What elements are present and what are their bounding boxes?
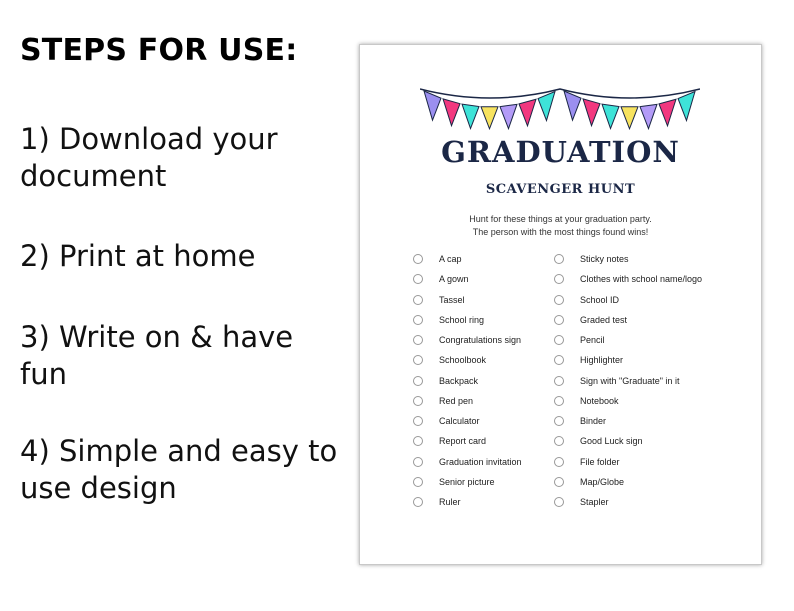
checklist-item xyxy=(554,371,702,391)
checkbox-circle-icon[interactable] xyxy=(554,477,564,487)
checklist-item-label: Sticky notes xyxy=(580,254,629,265)
checklist-item-label: Red pen xyxy=(439,395,474,406)
checklist-item xyxy=(554,249,702,269)
checklist-item xyxy=(554,411,702,431)
instruction-line: Hunt for these things at your graduation party. xyxy=(469,214,652,224)
bunting-flag xyxy=(640,104,657,128)
checklist-item xyxy=(413,350,522,370)
checklist-item-label: Highlighter xyxy=(580,355,624,366)
checklist-item-label: School ring xyxy=(439,314,485,325)
bunting-banner-icon xyxy=(420,83,700,135)
checklist-item-label: Report card xyxy=(439,436,487,447)
bunting-flag xyxy=(678,91,695,120)
checklist-item xyxy=(413,269,522,289)
checkbox-circle-icon[interactable] xyxy=(554,315,564,325)
checkbox-circle-icon[interactable] xyxy=(413,416,423,426)
checklist-item xyxy=(413,492,522,512)
checklist-item-label: File folder xyxy=(580,456,620,467)
checklist-item xyxy=(413,431,522,451)
checklist-item xyxy=(413,330,522,350)
checkbox-circle-icon[interactable] xyxy=(554,396,564,406)
checklist-item-label: Backpack xyxy=(439,375,479,386)
bunting-flag xyxy=(481,107,498,129)
checkbox-circle-icon[interactable] xyxy=(413,457,423,467)
checklist-item xyxy=(554,290,702,310)
checklist-item-label: Schoolbook xyxy=(439,355,487,366)
checkbox-circle-icon[interactable] xyxy=(413,355,423,365)
checklist-item xyxy=(413,411,522,431)
checklist-item xyxy=(413,249,522,269)
step-4: 4) Simple and easy to use design xyxy=(20,434,338,505)
checklist-item xyxy=(413,452,522,472)
bunting-flag xyxy=(519,99,536,126)
checkbox-circle-icon[interactable] xyxy=(413,315,423,325)
checklist-item-label: Good Luck sign xyxy=(580,436,643,447)
checklist-item xyxy=(554,391,702,411)
bunting-flag xyxy=(602,104,619,128)
step-2: 2) Print at home xyxy=(20,239,256,273)
checklist-item xyxy=(413,290,522,310)
bunting-flag xyxy=(443,99,460,126)
bunting-flag xyxy=(462,104,479,128)
checkbox-circle-icon[interactable] xyxy=(413,295,423,305)
checkbox-circle-icon[interactable] xyxy=(413,396,423,406)
checklist-item-label: A gown xyxy=(439,274,469,285)
checkbox-circle-icon[interactable] xyxy=(413,376,423,386)
checklist-item xyxy=(554,492,702,512)
checkbox-circle-icon[interactable] xyxy=(413,335,423,345)
checklist-item-label: Graduation invitation xyxy=(439,456,522,467)
checklist-left xyxy=(413,249,522,512)
checklist-item xyxy=(413,371,522,391)
checklist-item-label: A cap xyxy=(439,254,462,265)
checkbox-circle-icon[interactable] xyxy=(413,254,423,264)
checklist-item-label: Calculator xyxy=(439,416,480,427)
checkbox-circle-icon[interactable] xyxy=(413,497,423,507)
checklist-item xyxy=(413,310,522,330)
checklist-item xyxy=(554,350,702,370)
step-1: 1) Download your document xyxy=(20,122,278,193)
bunting-flag xyxy=(621,107,638,129)
checkbox-circle-icon[interactable] xyxy=(413,477,423,487)
bunting-flag xyxy=(500,104,517,128)
checkbox-circle-icon[interactable] xyxy=(554,457,564,467)
checklist-item xyxy=(554,330,702,350)
checkbox-circle-icon[interactable] xyxy=(554,254,564,264)
instructions xyxy=(360,213,761,239)
steps-title: STEPS FOR USE: xyxy=(20,33,298,68)
checklist-item-label: Sign with "Graduate" in it xyxy=(580,375,680,386)
checklist-item-label: Stapler xyxy=(580,497,609,508)
checklist-item-label: Binder xyxy=(580,416,607,427)
checklist-item-label: Map/Globe xyxy=(580,476,625,487)
checkbox-circle-icon[interactable] xyxy=(554,376,564,386)
checklist-item-label: Pencil xyxy=(580,335,605,346)
instruction-line: The person with the most things found wins! xyxy=(472,227,649,237)
checkbox-circle-icon[interactable] xyxy=(554,497,564,507)
checklist-item xyxy=(554,452,702,472)
checklist-item-label: Tassel xyxy=(439,294,465,305)
scavenger-hunt-sheet xyxy=(359,44,762,565)
bunting-flag xyxy=(659,99,676,126)
checkbox-circle-icon[interactable] xyxy=(554,335,564,345)
checklist-item-label: Graded test xyxy=(580,314,628,325)
checklist-item xyxy=(413,472,522,492)
checklist-item-label: Congratulations sign xyxy=(439,335,522,346)
sheet-title: GRADUATION xyxy=(441,135,680,169)
checklist-item-label: Senior picture xyxy=(439,476,495,487)
checklist-item-label: Clothes with school name/logo xyxy=(580,274,703,285)
checkbox-circle-icon[interactable] xyxy=(554,295,564,305)
bunting-flag xyxy=(564,91,581,120)
step-3: 3) Write on & have fun xyxy=(20,320,294,391)
checklist-item xyxy=(554,472,702,492)
checklist-item-label: Ruler xyxy=(439,497,461,508)
checklist-item-label: School ID xyxy=(580,294,620,305)
checkbox-circle-icon[interactable] xyxy=(554,274,564,284)
checklist-item xyxy=(554,269,702,289)
checkbox-circle-icon[interactable] xyxy=(413,274,423,284)
sheet-subtitle: SCAVENGER HUNT xyxy=(485,182,636,197)
checkbox-circle-icon[interactable] xyxy=(554,436,564,446)
checklist-item xyxy=(554,310,702,330)
checkbox-circle-icon[interactable] xyxy=(554,416,564,426)
checklist-right xyxy=(554,249,702,512)
bunting-flag xyxy=(583,99,600,126)
checklist-item xyxy=(413,391,522,411)
checklist-item-label: Notebook xyxy=(580,395,619,406)
bunting-flag xyxy=(538,91,555,120)
checklist-item xyxy=(554,431,702,451)
checkbox-circle-icon[interactable] xyxy=(413,436,423,446)
checkbox-circle-icon[interactable] xyxy=(554,355,564,365)
bunting-flag xyxy=(424,91,441,120)
